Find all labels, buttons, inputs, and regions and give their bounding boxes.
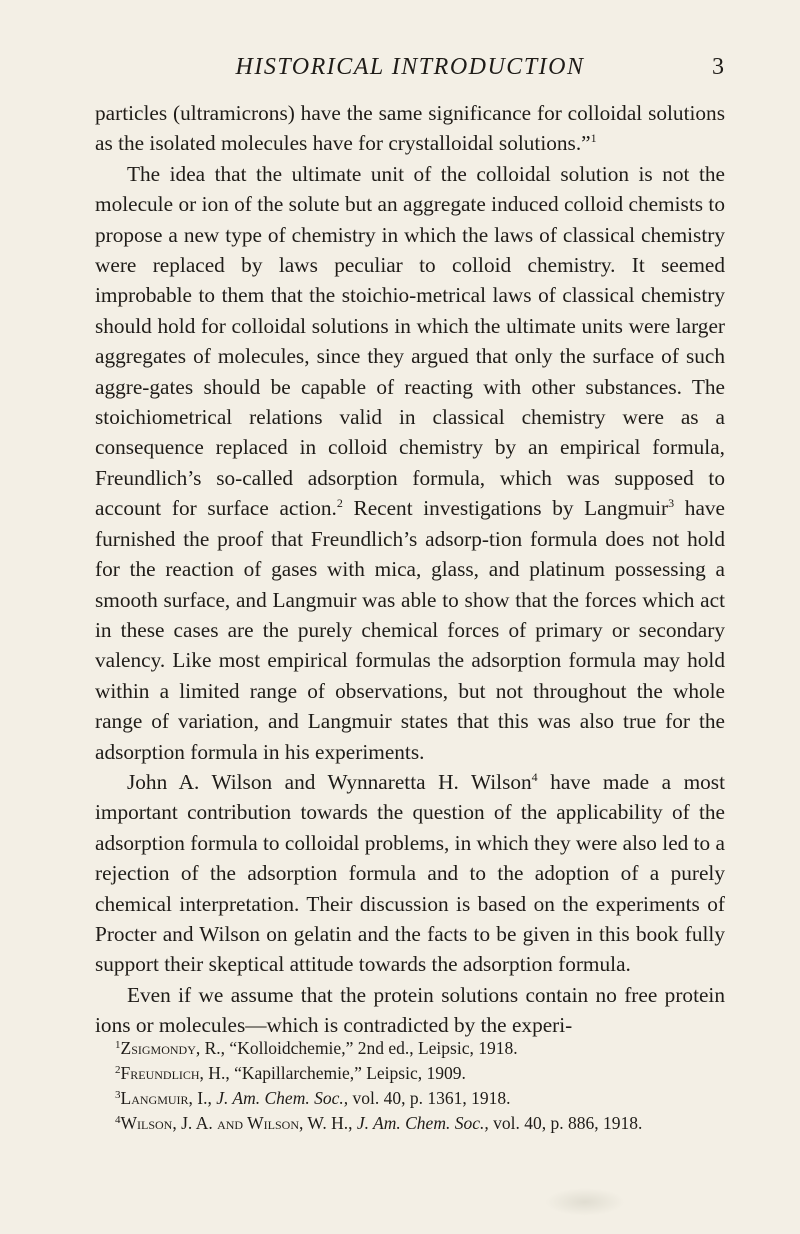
footnote-text: vol. 40, p. 1361, 1918. (348, 1088, 511, 1108)
paragraph-text: Recent investigations by Langmuir (342, 496, 669, 521)
footnote (95, 1061, 725, 1086)
footnote-text: “Kapillarchemie,” Leipsic, 1909. (229, 1063, 466, 1083)
paper-smudge (545, 1188, 625, 1216)
footnote-number: 2 (115, 1064, 121, 1076)
footnote-number: 3 (115, 1089, 121, 1101)
body-text (95, 98, 725, 1041)
footnote-ref: 2 (336, 496, 343, 511)
paragraph (95, 767, 725, 980)
footnote-journal: J. Am. Chem. Soc., (216, 1088, 349, 1108)
footnote-ref: 4 (531, 769, 538, 784)
footnotes (95, 1036, 725, 1136)
footnote-author: Freundlich, H., (120, 1063, 230, 1083)
footnote-ref: 3 (668, 496, 675, 511)
footnote (95, 1111, 725, 1136)
footnote-text: “Kolloidchemie,” 2nd ed., Leipsic, 1918. (225, 1038, 518, 1058)
paragraph (95, 159, 725, 767)
footnote-number: 4 (115, 1114, 121, 1126)
paragraph-text: The idea that the ultimate unit of the colloidal solution is not the molecule or ion of the solute but an aggregate induced colloid chemists to propose a new type of chemistry in which the laws of classical chemistry were replaced by laws peculiar to colloid chemistry. It seemed improbable to them that the stoichio-metrical laws of classical chemistry should hold for colloidal solutions in which the ultimate units were larger aggregates of molecules, since they argued that only the surface of such aggre-gates should be capable of reacting with other substances. The stoichiometrical relations valid in classical chemistry were as a consequence replaced in colloid chemistry by an empirical formula, Freundlich’s so-called adsorption formula, which was supposed to account for surface action. (95, 161, 725, 521)
footnote-ref: 1 (590, 131, 597, 146)
footnote (95, 1086, 725, 1111)
footnote-author: Zsigmondy, R., (120, 1038, 226, 1058)
paragraph (95, 980, 725, 1041)
footnote (95, 1036, 725, 1061)
paragraph-text: have made a most important contribution towards the question of the applicability of the adsorption formula to colloidal problems, in which they were also led to a rejection of the adsorption formula and to the adoption of a purely chemical interpretation. Their discussion is based on the experiments of Procter and Wilson on gelatin and the facts to be given in this book fully support their skeptical attitude towards the adsorption formula. (95, 769, 725, 977)
running-title: HISTORICAL INTRODUCTION (235, 54, 585, 80)
footnote-author: Langmuir, I., (120, 1088, 212, 1108)
footnote-text: vol. 40, p. 886, 1918. (488, 1113, 643, 1133)
running-head (96, 54, 724, 94)
page-number: 3 (712, 54, 724, 80)
footnote-journal: J. Am. Chem. Soc., (356, 1113, 489, 1133)
paragraph-text: have furnished the proof that Freundlich’s adsorp-tion formula does not hold for the reaction of gases with mica, glass, and platinum possessing a smooth surface, and Langmuir was able to show that the forces which act in these cases are the purely chemical forces of primary or secondary valency. Like most empirical formulas the adsorption formula may hold within a limited range of observations, but not throughout the whole range of variation, and Langmuir states that this was also true for the adsorption formula in his experiments. (95, 496, 726, 764)
footnote-number: 1 (115, 1039, 121, 1051)
paragraph-text: particles (ultramicrons) have the same significance for colloidal solutions as the isolated molecules have for crystalloidal solutions.” (95, 101, 725, 156)
paragraph-text: Even if we assume that the protein solutions contain no free protein ions or molecules—which is contradicted by the experi- (95, 982, 725, 1038)
paragraph-continued (95, 98, 725, 159)
footnote-author: Wilson, J. A. and Wilson, W. H., (120, 1113, 353, 1133)
paragraph-text: John A. Wilson and Wynnaretta H. Wilson (127, 769, 532, 794)
